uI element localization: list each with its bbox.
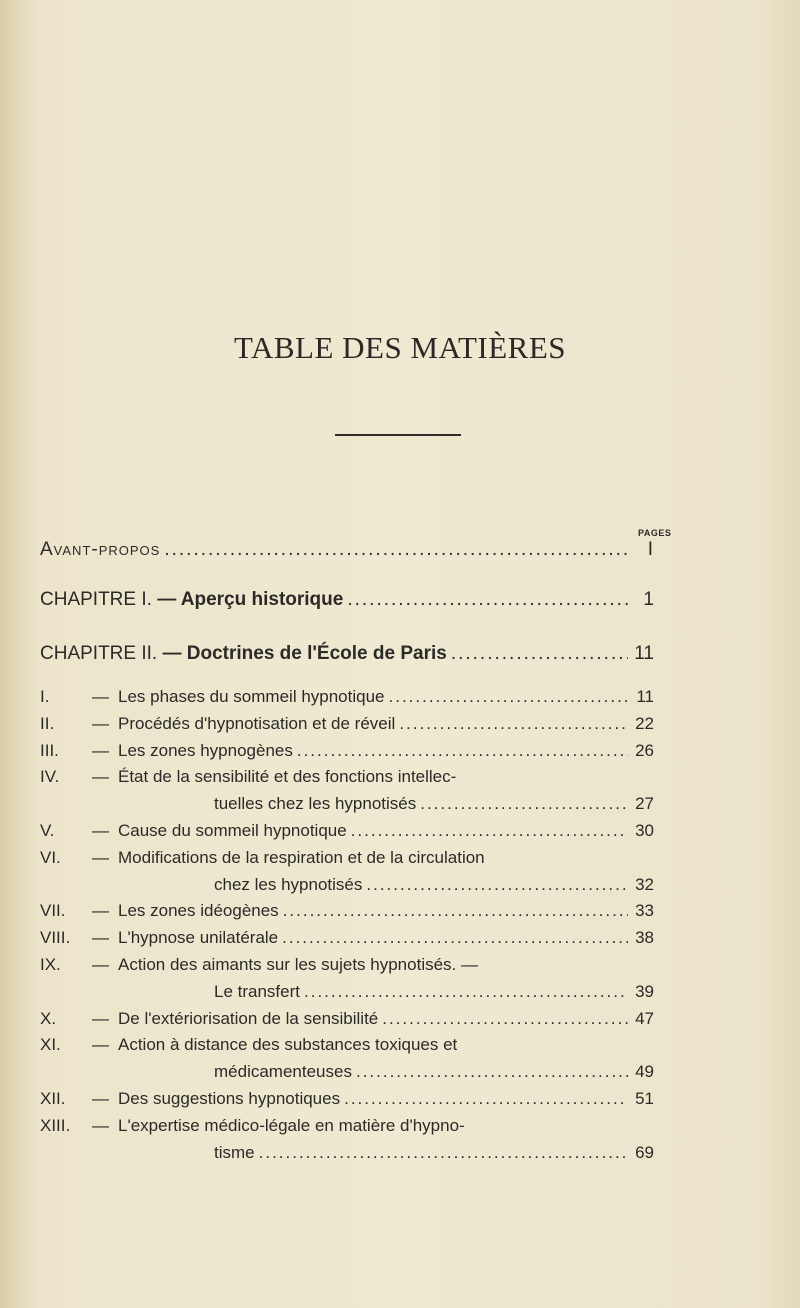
toc-section-continuation — [214, 982, 654, 1002]
section-title: tuelles chez les hypnotisés — [214, 794, 417, 814]
section-title: Des suggestions hypnotiques — [118, 1089, 341, 1108]
toc-chapter-2 — [40, 643, 654, 665]
section-title: Le transfert — [214, 981, 300, 1001]
chapter-label: CHAPITRE II. — [40, 643, 158, 664]
section-dash: — — [92, 821, 109, 840]
chapter-label: CHAPITRE I. — [40, 589, 152, 610]
section-number: VII. — [40, 901, 66, 921]
toc-section-entry — [40, 955, 654, 975]
section-dash: — — [92, 901, 109, 921]
toc-section-entry — [40, 901, 654, 921]
toc-section-continuation — [214, 794, 654, 814]
toc-section-entry — [40, 1089, 654, 1109]
section-title: tisme — [214, 1142, 255, 1162]
page-title: TABLE DES MATIÈRES — [233, 330, 567, 365]
dot-leader — [282, 928, 628, 948]
section-page: 30 — [635, 821, 654, 840]
dot-leader — [356, 1062, 628, 1082]
section-title: Les zones hypnogènes — [118, 740, 293, 760]
toc-entry-avant-propos — [40, 539, 654, 561]
toc-section-entry — [40, 1035, 654, 1055]
section-title: Action à distance des substances toxiques et — [118, 1035, 458, 1055]
section-number: VI. — [40, 847, 61, 867]
section-dash: — — [92, 1115, 109, 1135]
dot-leader — [259, 1143, 628, 1163]
section-number: X. — [40, 1008, 57, 1028]
section-number: I. — [40, 687, 50, 706]
toc-entry-label: Avant-propos — [40, 539, 161, 560]
chapter-title: — Aperçu historique — [157, 589, 344, 610]
toc-section-continuation — [214, 875, 654, 895]
dot-leader — [389, 687, 629, 707]
dot-leader — [283, 901, 628, 921]
toc-section-entry — [40, 687, 654, 707]
section-dash: — — [92, 847, 109, 867]
section-page: 69 — [635, 1142, 654, 1162]
toc-section-entry — [40, 741, 654, 761]
toc-entry-page: I — [647, 539, 654, 560]
dot-leader — [399, 714, 628, 734]
dot-leader — [382, 1009, 628, 1029]
dot-leader — [351, 821, 628, 841]
toc-section-entry — [40, 767, 654, 787]
dot-leader — [164, 539, 628, 561]
section-title: chez les hypnotisés — [214, 874, 363, 894]
section-dash: — — [92, 713, 109, 733]
toc-section-entry — [40, 821, 654, 841]
section-title: De l'extériorisation de la sensibilité — [118, 1008, 379, 1028]
toc-section-continuation — [214, 1143, 654, 1163]
toc-section-entry — [40, 928, 654, 948]
section-title: L'expertise médico-légale en matière d'hypno- — [118, 1115, 465, 1135]
dot-leader — [420, 794, 628, 814]
section-dash: — — [92, 1035, 109, 1055]
toc-section-continuation — [214, 1062, 654, 1082]
section-dash: — — [92, 740, 109, 760]
toc-section-entry — [40, 1009, 654, 1029]
section-number: II. — [40, 713, 55, 733]
toc-chapter-1 — [40, 589, 654, 611]
chapter-page: 11 — [634, 643, 654, 664]
section-page: 38 — [635, 928, 654, 948]
title-rule — [335, 434, 461, 436]
dot-leader — [304, 982, 628, 1002]
section-number: V. — [40, 821, 55, 840]
section-number: III. — [40, 740, 59, 760]
dot-leader — [451, 643, 628, 665]
section-page: 33 — [635, 901, 654, 921]
section-page: 47 — [635, 1008, 654, 1028]
toc-section-entry — [40, 848, 654, 868]
section-number: IV. — [40, 767, 60, 787]
section-page: 51 — [635, 1089, 654, 1108]
section-page: 26 — [635, 740, 654, 760]
section-title: Cause du sommeil hypnotique — [118, 821, 347, 840]
section-dash: — — [92, 955, 109, 974]
section-page: 11 — [636, 687, 654, 706]
toc-section-entry — [40, 714, 654, 734]
section-dash: — — [92, 928, 109, 948]
section-page: 32 — [635, 874, 654, 894]
section-dash: — — [92, 687, 109, 706]
dot-leader — [344, 1089, 628, 1109]
section-dash: — — [92, 1089, 109, 1108]
section-page: 39 — [635, 981, 654, 1001]
dot-leader — [366, 875, 628, 895]
section-title: Procédés d'hypnotisation et de réveil — [118, 713, 396, 733]
section-title: Action des aimants sur les sujets hypnotisés. — — [118, 955, 478, 974]
pages-column-header: PAGES — [638, 528, 672, 538]
section-number: XIII. — [40, 1115, 71, 1135]
dot-leader — [297, 741, 628, 761]
section-page: 49 — [635, 1062, 654, 1082]
section-title: L'hypnose unilatérale — [118, 928, 279, 948]
section-title: Modifications de la respiration et de la circulation — [118, 847, 485, 867]
section-title: médicamenteuses — [214, 1062, 352, 1082]
dot-leader — [347, 589, 628, 611]
section-dash: — — [92, 1008, 109, 1028]
section-dash: — — [92, 767, 109, 787]
toc-section-entry — [40, 1116, 654, 1136]
section-title: Les zones idéogènes — [118, 901, 279, 921]
section-number: XI. — [40, 1035, 61, 1055]
chapter-page: 1 — [643, 589, 654, 610]
section-title: Les phases du sommeil hypnotique — [118, 687, 385, 706]
section-page: 27 — [635, 794, 654, 814]
section-number: XII. — [40, 1089, 66, 1108]
section-number: VIII. — [40, 928, 71, 948]
section-title: État de la sensibilité et des fonctions intellec- — [118, 767, 457, 787]
section-number: IX. — [40, 955, 61, 974]
chapter-title: — Doctrines de l'École de Paris — [162, 643, 447, 664]
section-page: 22 — [635, 713, 654, 733]
